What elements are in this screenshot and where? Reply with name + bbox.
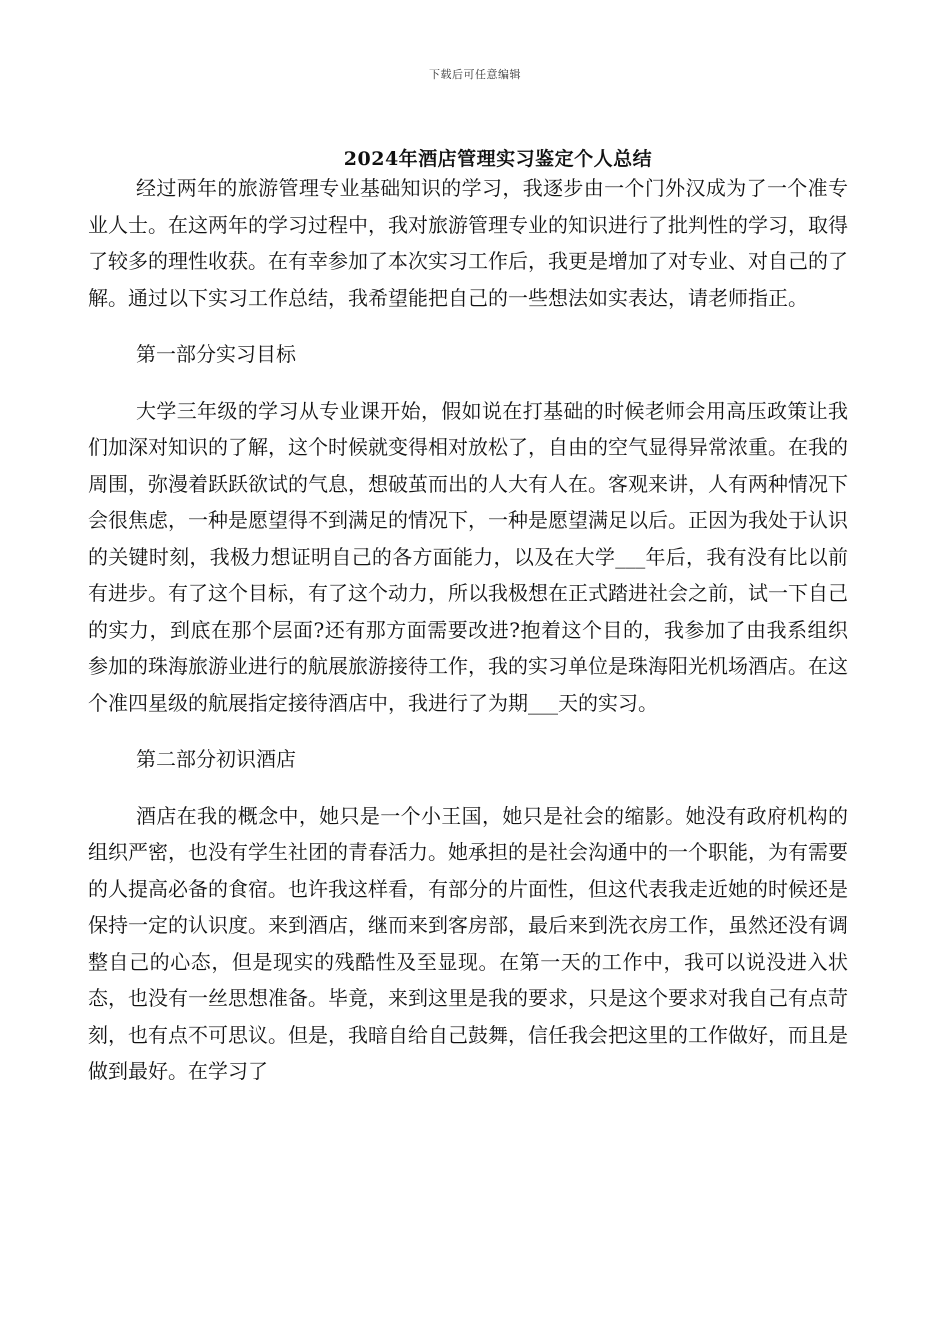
paragraph-intro: 经过两年的旅游管理专业基础知识的学习，我逐步由一个门外汉成为了一个准专业人士。在这两年的学习过程中，我对旅游管理专业的知识进行了批判性的学习，取得了较多的理性收获。在有幸参加了本次实习工作后，我更是增加了对专业、对自己的了解。通过以下实习工作总结，我希望能把自己的一些想法如实表达，请老师指正。 (88, 176, 848, 310)
section-heading-goals: 第一部分实习目标 (136, 342, 296, 366)
paragraph-hotel: 酒店在我的概念中，她只是一个小王国，她只是社会的缩影。她没有政府机构的组织严密，也没有学生社团的青春活力。她承担的是社会沟通中的一个职能，为有需要的人提高必备的食宿。也许我这样看，有部分的片面性，但这代表我走近她的时候还是保持一定的认识度。来到酒店，继而来到客房部，最后来到洗衣房工作，虽然还没有调整自己的心态，但是现实的残酷性及至显现。在第一天的工作中，我可以说没进入状态，也没有一丝思想准备。毕竟，来到这里是我的要求，只是这个要求对我自己有点苛刻，也有点不可思议。但是，我暗自给自己鼓舞，信任我会把这里的工作做好，而且是做到最好。在学习了 (88, 803, 848, 1083)
paragraph-goals: 大学三年级的学习从专业课开始，假如说在打基础的时候老师会用高压政策让我们加深对知识的了解，这个时候就变得相对放松了，自由的空气显得异常浓重。在我的周围，弥漫着跃跃欲试的气息，想破茧而出的人大有人在。客观来讲，人有两种情况下会很焦虑，一种是愿望得不到满足的情况下，一种是愿望满足以后。正因为我处于认识的关键时刻，我极力想证明自己的各方面能力，以及在大学___年后，我有没有比以前有进步。有了这个目标，有了这个动力，所以我极想在正式踏进社会之前，试一下自己的实力，到底在那个层面?还有那方面需要改进?抱着这个目的，我参加了由我系组织参加的珠海旅游业进行的航展旅游接待工作，我的实习单位是珠海阳光机场酒店。在这个准四星级的航展指定接待酒店中，我进行了为期___天的实习。 (88, 398, 848, 715)
document-body (88, 170, 848, 1110)
header-note: 下载后可任意编辑 (429, 68, 521, 81)
document-title: 2024年酒店管理实习鉴定个人总结 (343, 148, 653, 170)
section-heading-hotel: 第二部分初识酒店 (136, 747, 296, 771)
